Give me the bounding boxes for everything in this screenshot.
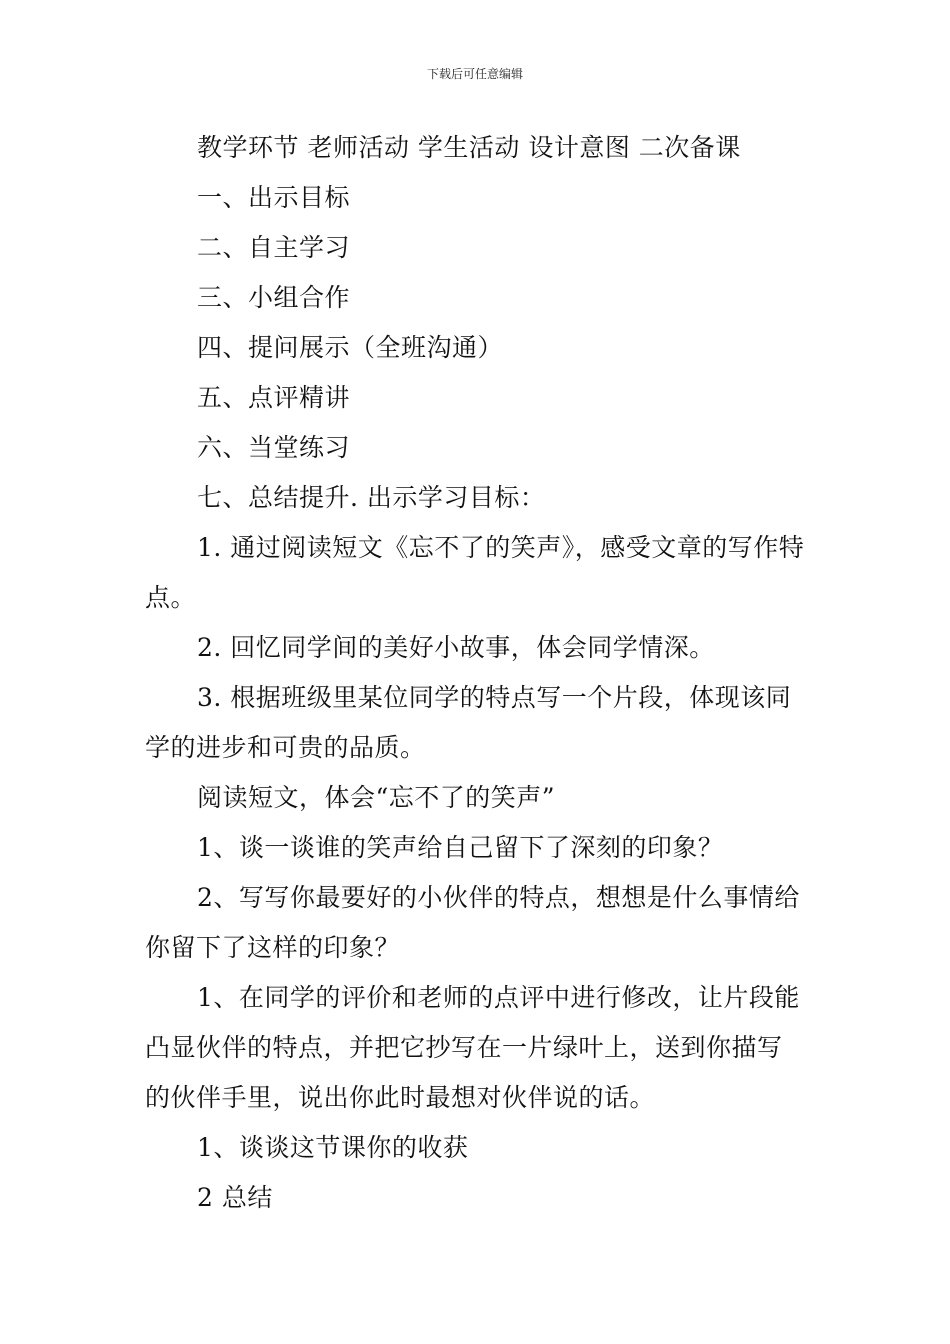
step-summary-goals: 七、总结提升. 出示学习目标： bbox=[197, 483, 546, 512]
step-self-study: 二、自主学习 bbox=[197, 233, 351, 262]
page-header-note: 下载后可任意编辑 bbox=[426, 67, 523, 81]
document-body bbox=[145, 123, 807, 1223]
step-class-practice: 六、当堂练习 bbox=[197, 433, 351, 462]
step-show-goals: 一、出示目标 bbox=[197, 183, 351, 212]
reading-heading: 阅读短文，体会“忘不了的笑声” bbox=[197, 783, 556, 812]
step-question-display: 四、提问展示（全班沟通） bbox=[197, 333, 504, 362]
step-group-cooperation: 三、小组合作 bbox=[197, 283, 351, 312]
summary-item-2: 2 总结 bbox=[197, 1183, 273, 1212]
reading-item-2: 2、写写你最要好的小伙伴的特点，想想是什么事情给你留下了这样的印象？ bbox=[145, 883, 800, 962]
goal-item-2: 2. 回忆同学间的美好小故事，体会同学情深。 bbox=[197, 633, 715, 662]
harvest-item-1: 1、谈谈这节课你的收获 bbox=[197, 1133, 469, 1162]
goal-item-1: 1. 通过阅读短文《忘不了的笑声》，感受文章的写作特点。 bbox=[145, 533, 805, 612]
table-header-line: 教学环节 老师活动 学生活动 设计意图 二次备课 bbox=[197, 133, 741, 162]
reading-item-1: 1、谈一谈谁的笑声给自己留下了深刻的印象？ bbox=[197, 833, 724, 862]
revision-item-1: 1、在同学的评价和老师的点评中进行修改，让片段能凸显伙伴的特点，并把它抄写在一片绿叶上，送到你描写的伙伴手里，说出你此时最想对伙伴说的话。 bbox=[145, 983, 800, 1112]
step-comment-explain: 五、点评精讲 bbox=[197, 383, 351, 412]
goal-item-3: 3. 根据班级里某位同学的特点写一个片段，体现该同学的进步和可贵的品质。 bbox=[145, 683, 792, 762]
